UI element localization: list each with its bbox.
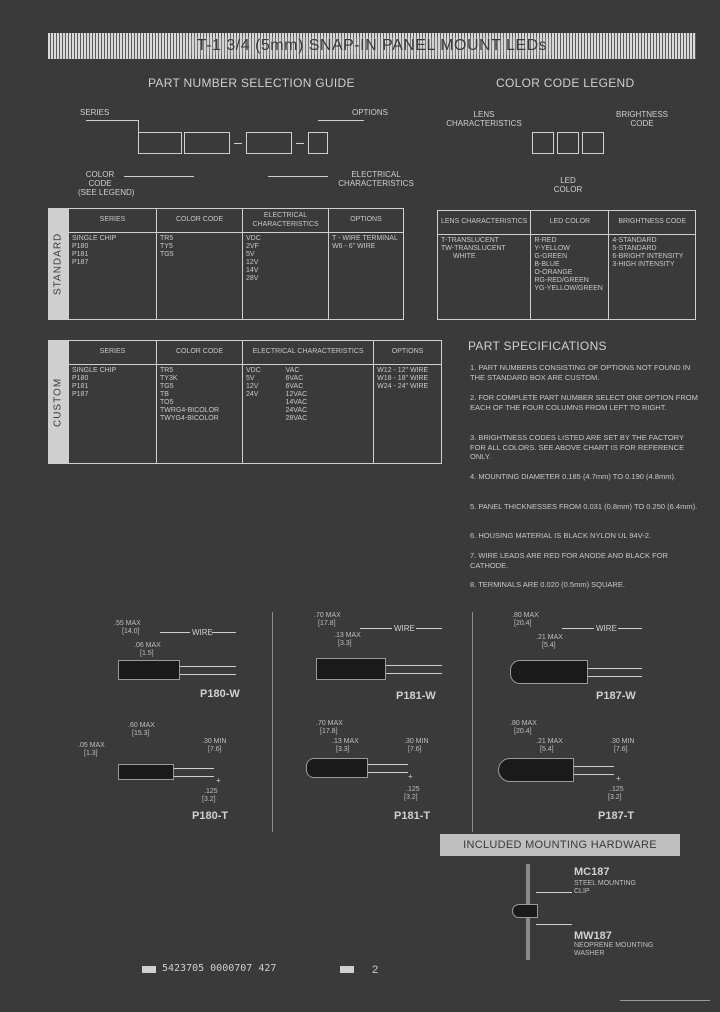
- led-housing: [118, 764, 174, 780]
- dim-label: .30 MIN: [610, 738, 635, 745]
- list-item: SINGLE CHIP: [72, 235, 117, 242]
- led-line1: LED: [560, 176, 576, 185]
- terminal-lead: [574, 774, 614, 775]
- series-label: SERIES: [80, 108, 110, 117]
- color-code-line2: CODE: [88, 179, 112, 189]
- list-item: T-TRANSLUCENT: [441, 237, 499, 244]
- wire-lead: [588, 676, 642, 677]
- list-item: O-ORANGE: [534, 269, 573, 276]
- legend-header-lens: LENS CHARACTERISTICS: [438, 211, 531, 235]
- dim-line: [212, 632, 236, 633]
- dim-label: [3.2]: [404, 794, 418, 801]
- dim-label: .70 MAX: [314, 612, 341, 619]
- list-item: TR5: [160, 235, 174, 242]
- cust-header-series: SERIES: [69, 341, 157, 365]
- brightness-box: [582, 132, 604, 154]
- led-housing: [306, 758, 368, 778]
- series-box: [138, 132, 182, 154]
- spec-item-6: 6. HOUSING MATERIAL IS BLACK NYLON UL 94V-2.: [470, 531, 652, 540]
- spec-item-2: 2. FOR COMPLETE PART NUMBER SELECT ONE OPTION FROM EACH OF THE FOUR COLUMNS FROM LEFT TO RIGHT.: [470, 393, 698, 412]
- electrical-box: [246, 132, 292, 154]
- list-item: 6VAC: [285, 383, 304, 390]
- lens-line2: CHARACTERISTICS: [446, 119, 522, 129]
- terminal-lead: [174, 776, 214, 777]
- list-item: TB: [160, 391, 169, 398]
- legend-led-cell: [531, 235, 609, 320]
- list-item: R-RED: [534, 237, 557, 244]
- dim-label: .60 MAX: [128, 722, 155, 729]
- custom-side-label: CUSTOM: [48, 340, 68, 464]
- dim-label: [20.4]: [514, 620, 532, 627]
- wire-lead: [386, 665, 442, 666]
- std-header-color: COLOR CODE: [157, 209, 243, 233]
- spec-item-8: 8. TERMINALS ARE 0.020 (0.5mm) SQUARE.: [470, 580, 625, 589]
- lens-label: [444, 110, 524, 128]
- plus-sign: +: [408, 772, 413, 781]
- list-item: VDC: [246, 367, 261, 374]
- drawing-p180-w: [100, 620, 260, 710]
- footer-rule: [620, 1000, 710, 1001]
- drawing-p181-t: [296, 720, 466, 824]
- part-label: P180-T: [192, 810, 229, 822]
- wire-lead: [180, 666, 236, 667]
- terminal-lead: [368, 764, 408, 765]
- wire-label: WIRE: [596, 624, 617, 633]
- dim-label: .30 MIN: [202, 738, 227, 745]
- cust-header-color: COLOR CODE: [157, 341, 243, 365]
- barcode-text: 5423705 0000707 427: [162, 963, 277, 974]
- dim-label: .80 MAX: [512, 612, 539, 619]
- list-item: SINGLE CHIP: [72, 367, 117, 374]
- list-item: P181: [72, 251, 89, 258]
- led-housing: [512, 904, 538, 918]
- plus-sign: +: [616, 774, 621, 783]
- part-label: P181-T: [394, 810, 431, 822]
- list-item: P180: [72, 375, 89, 382]
- list-item: 6-BRIGHT INTENSITY: [612, 253, 684, 260]
- list-item: VDC: [246, 235, 261, 242]
- leader-line: [536, 924, 572, 925]
- part-specs-heading: PART SPECIFICATIONS: [468, 339, 607, 353]
- lens-line1: LENS: [473, 110, 495, 119]
- dim-label: [3.2]: [608, 794, 622, 801]
- list-item: 14V: [246, 267, 259, 274]
- list-item: 3-HIGH INTENSITY: [612, 261, 675, 268]
- options-leader: [318, 120, 364, 121]
- drawing-p180-t: [78, 722, 258, 826]
- std-series-cell: [69, 233, 157, 320]
- wire-lead: [180, 674, 236, 675]
- drawing-divider-1: [272, 612, 273, 832]
- dim-label: .125: [204, 788, 218, 795]
- std-color-cell: [157, 233, 243, 320]
- mc187-part: MC187: [574, 866, 610, 878]
- part-label: P187-W: [596, 690, 636, 702]
- dim-line: [360, 628, 392, 629]
- barcode-mark-right: [340, 966, 354, 973]
- dim-label: .125: [610, 786, 624, 793]
- drawing-p187-w: [500, 612, 660, 710]
- list-item: W12 - 12" WIRE: [377, 367, 429, 374]
- list-item: 2VF: [246, 243, 259, 250]
- list-item: TO5: [160, 399, 174, 406]
- list-item: TWYG4-BICOLOR: [160, 415, 219, 422]
- drawing-p181-w: [300, 612, 460, 710]
- dim-label: [7.6]: [614, 746, 628, 753]
- std-options-cell: [329, 233, 404, 320]
- standard-table: [68, 208, 404, 320]
- selection-guide-heading: PART NUMBER SELECTION GUIDE: [148, 76, 355, 90]
- dim-label: .70 MAX: [316, 720, 343, 727]
- mw187-part: MW187: [574, 930, 612, 942]
- cust-vdc-cell: [243, 365, 283, 464]
- spec-item-1: 1. PART NUMBERS CONSISTING OF OPTIONS NOT FOUND IN THE STANDARD BOX ARE CUSTOM.: [470, 363, 691, 382]
- dim-label: [7.6]: [408, 746, 422, 753]
- dim-label: [5.4]: [542, 642, 556, 649]
- standard-side-label: STANDARD: [48, 208, 68, 320]
- spec-item-7: 7. WIRE LEADS ARE RED FOR ANODE AND BLACK FOR CATHODE.: [470, 551, 668, 570]
- series-leader: [86, 120, 138, 121]
- dash-1: [234, 143, 242, 144]
- list-item: RG-RED/GREEN: [534, 277, 589, 284]
- brightness-label: [614, 110, 670, 128]
- wire-lead: [588, 668, 642, 669]
- std-header-electrical: ELECTRICAL CHARACTERISTICS: [243, 209, 329, 233]
- options-label: OPTIONS: [352, 108, 389, 117]
- dim-label: [1.5]: [140, 650, 154, 657]
- electrical-line2: CHARACTERISTICS: [338, 179, 414, 189]
- dim-line: [562, 628, 594, 629]
- list-item: TY3K: [160, 375, 178, 382]
- dim-label: .30 MIN: [404, 738, 429, 745]
- list-item: W24 - 24" WIRE: [377, 383, 429, 390]
- mw187-desc-1: NEOPRENE MOUNTING: [574, 942, 654, 949]
- dim-label: [3.3]: [338, 640, 352, 647]
- led-housing: [118, 660, 180, 680]
- list-item: 12VAC: [285, 391, 308, 398]
- list-item: VAC: [285, 367, 300, 374]
- electrical-line1: ELECTRICAL: [351, 170, 401, 179]
- barcode-mark-left: [142, 966, 156, 973]
- list-item: P187: [72, 391, 89, 398]
- wire-label: WIRE: [192, 628, 213, 637]
- drawing-p187-t: [492, 720, 652, 824]
- part-label: P180-W: [200, 688, 240, 700]
- wire-label: WIRE: [394, 624, 415, 633]
- list-item: TWRG4-BICOLOR: [160, 407, 220, 414]
- list-item: P180: [72, 243, 89, 250]
- color-legend-heading: COLOR CODE LEGEND: [496, 76, 635, 90]
- led-label: [552, 176, 584, 194]
- list-item: G-GREEN: [534, 253, 568, 260]
- list-item: P187: [72, 259, 89, 266]
- dim-label: .21 MAX: [536, 738, 563, 745]
- spec-item-3: 3. BRIGHTNESS CODES LISTED ARE SET BY THE FACTORY FOR ALL COLORS. SEE ABOVE CHART IS FOR REFERENCE ONLY.: [470, 433, 685, 461]
- dim-label: [17.8]: [318, 620, 336, 627]
- spec-item-5: 5. PANEL THICKNESSES FROM 0.031 (0.8mm) TO 0.250 (6.4mm).: [470, 502, 698, 511]
- drawing-divider-2: [472, 612, 473, 832]
- wire-lead: [386, 673, 442, 674]
- dim-label: .55 MAX: [114, 620, 141, 627]
- part-label: P181-W: [396, 690, 436, 702]
- led-box: [557, 132, 579, 154]
- title-bar: [48, 33, 696, 59]
- dim-label: [5.4]: [540, 746, 554, 753]
- cust-options-cell: [374, 365, 442, 464]
- dim-line: [618, 628, 642, 629]
- list-item: TG5: [160, 383, 174, 390]
- color-box: [184, 132, 230, 154]
- dim-label: [17.8]: [320, 728, 338, 735]
- cust-vac-cell: [283, 365, 374, 464]
- dim-label: .13 MAX: [334, 632, 361, 639]
- dim-label: [15.3]: [132, 730, 150, 737]
- hardware-drawing: [520, 864, 680, 964]
- dim-label: [3.2]: [202, 796, 216, 803]
- electrical-label: [334, 170, 418, 188]
- electrical-leader: [268, 176, 328, 177]
- list-item: 14VAC: [285, 399, 308, 406]
- dim-line: [160, 632, 190, 633]
- led-housing: [498, 758, 574, 782]
- dim-label: .125: [406, 786, 420, 793]
- mc187-desc-2: CLIP: [574, 888, 590, 895]
- terminal-lead: [574, 766, 614, 767]
- list-item: 5V: [246, 375, 255, 382]
- std-header-options: OPTIONS: [329, 209, 404, 233]
- cust-header-electrical: ELECTRICAL CHARACTERISTICS: [243, 341, 374, 365]
- dash-2: [296, 143, 304, 144]
- series-leader-v: [138, 120, 139, 132]
- cust-color-cell: [157, 365, 243, 464]
- mc187-desc-1: STEEL MOUNTING: [574, 880, 636, 887]
- list-item: TY5: [160, 243, 173, 250]
- dim-label: .13 MAX: [332, 738, 359, 745]
- list-item: 24V: [246, 391, 259, 398]
- led-housing: [510, 660, 588, 684]
- list-item: YG-YELLOW/GREEN: [534, 285, 603, 292]
- legend-lens-cell: [438, 235, 531, 320]
- dim-label: [1.3]: [84, 750, 98, 757]
- color-code-label: [78, 170, 135, 198]
- std-electrical-cell: [243, 233, 329, 320]
- dim-label: .80 MAX: [510, 720, 537, 727]
- list-item: Y-YELLOW: [534, 245, 570, 252]
- legend-header-brightness: BRIGHTNESS CODE: [609, 211, 696, 235]
- color-leader: [124, 176, 194, 177]
- list-item: W18 - 18" WIRE: [377, 375, 429, 382]
- list-item: B-BLUE: [534, 261, 560, 268]
- list-item: 24VAC: [285, 407, 308, 414]
- dim-label: .06 MAX: [134, 642, 161, 649]
- color-code-line1: COLOR: [85, 170, 115, 179]
- plus-sign: +: [216, 776, 221, 785]
- dim-label: .05 MAX: [78, 742, 105, 749]
- list-item: TR5: [160, 367, 174, 374]
- list-item: 12V: [246, 259, 259, 266]
- brightness-line1: BRIGHTNESS: [615, 110, 668, 119]
- dim-label: [7.6]: [208, 746, 222, 753]
- list-item: W6 - 6" WIRE: [332, 243, 376, 250]
- page-title: T-1 3/4 (5mm) SNAP-IN PANEL MOUNT LEDs: [191, 37, 553, 55]
- std-header-series: SERIES: [69, 209, 157, 233]
- color-legend-table: [437, 210, 696, 320]
- custom-table: [68, 340, 442, 464]
- page-number: 2: [372, 964, 379, 976]
- dim-label: [20.4]: [514, 728, 532, 735]
- list-item: 4-STANDARD: [612, 237, 657, 244]
- dim-label: [14.0]: [122, 628, 140, 635]
- list-item: 28V: [246, 275, 259, 282]
- list-item: WHITE: [453, 253, 476, 260]
- led-line2: COLOR: [553, 185, 583, 195]
- mw187-desc-2: WASHER: [574, 950, 605, 957]
- list-item: P181: [72, 383, 89, 390]
- list-item: 6VAC: [285, 375, 304, 382]
- cust-series-cell: [69, 365, 157, 464]
- terminal-lead: [174, 768, 214, 769]
- terminal-lead: [368, 772, 408, 773]
- brightness-line2: CODE: [630, 119, 654, 129]
- list-item: TW-TRANSLUCENT: [441, 245, 506, 252]
- legend-brightness-cell: [609, 235, 696, 320]
- lens-box: [532, 132, 554, 154]
- dim-label: [3.3]: [336, 746, 350, 753]
- part-label: P187-T: [598, 810, 635, 822]
- list-item: TG5: [160, 251, 174, 258]
- leader-line: [536, 892, 572, 893]
- cust-header-options: OPTIONS: [374, 341, 442, 365]
- dim-label: .21 MAX: [536, 634, 563, 641]
- dim-line: [416, 628, 442, 629]
- list-item: 5-STANDARD: [612, 245, 657, 252]
- list-item: T - WIRE TERMINAL: [332, 235, 398, 242]
- spec-item-4: 4. MOUNTING DIAMETER 0.185 (4.7mm) TO 0.190 (4.8mm).: [470, 472, 677, 481]
- legend-header-led: LED COLOR: [531, 211, 609, 235]
- list-item: 12V: [246, 383, 259, 390]
- list-item: 5V: [246, 251, 255, 258]
- led-housing: [316, 658, 386, 680]
- list-item: 28VAC: [285, 415, 308, 422]
- hardware-heading: INCLUDED MOUNTING HARDWARE: [440, 834, 680, 856]
- options-box: [308, 132, 328, 154]
- color-code-line3: (SEE LEGEND): [78, 188, 135, 198]
